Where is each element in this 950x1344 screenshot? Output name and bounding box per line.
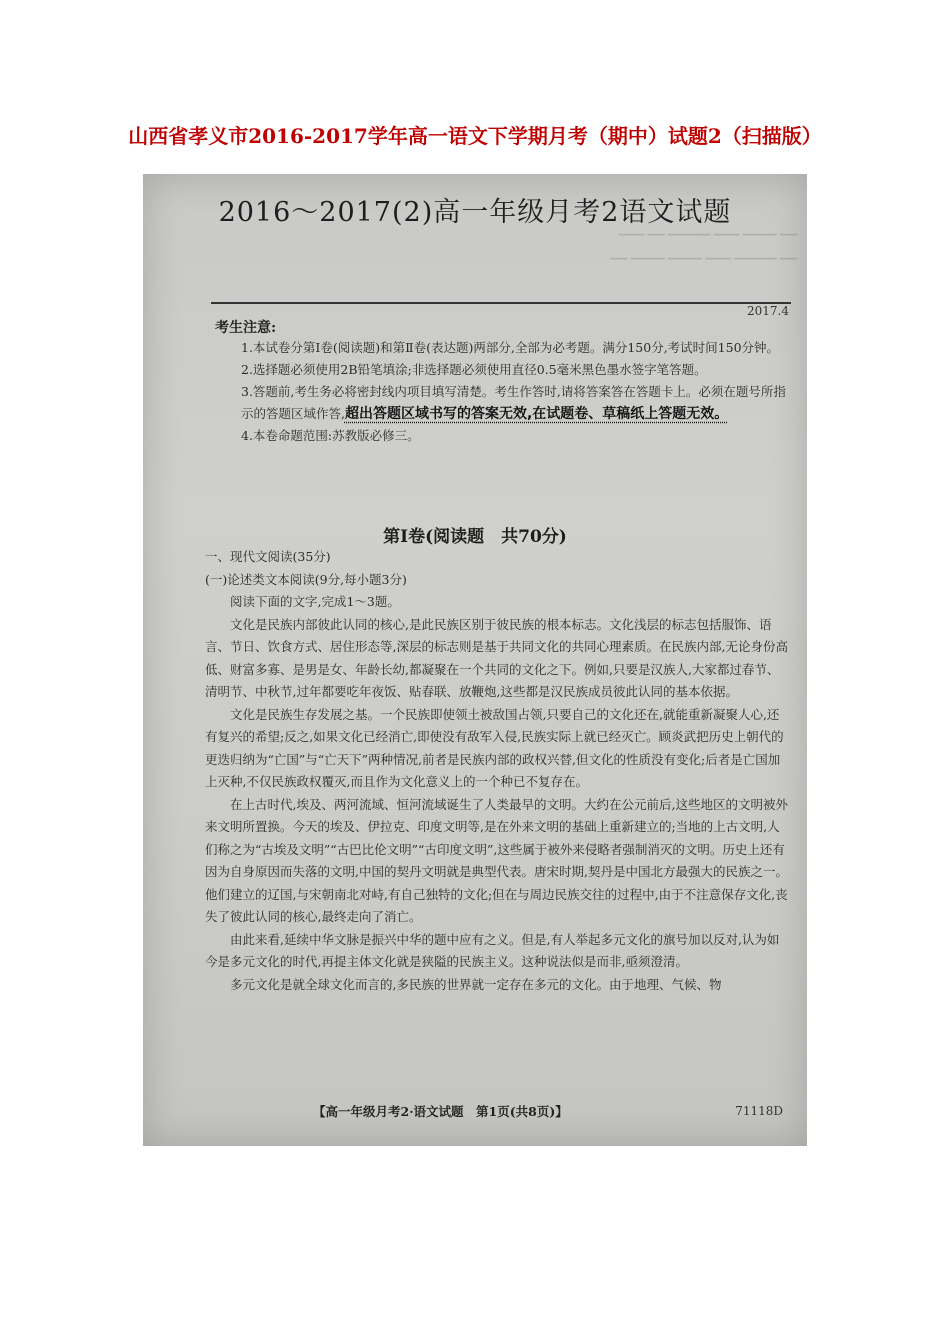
bleed-through-text: ▔▔▔ ▔▔ ▔▔▔▔▔ ▔▔▔ ▔▔▔▔ ▔▔ bbox=[618, 234, 797, 247]
reading-passage bbox=[205, 546, 791, 996]
passage-paragraph: 由此来看,延续中华文脉是振兴中华的题中应有之义。但是,有人举起多元文化的旗号加以反对,认为如今是多元文化的时代,再提主体文化就是狭隘的民族主义。这种说法似是而非,亟须澄清。 bbox=[205, 931, 780, 969]
section-title: 第Ⅰ卷(阅读题 共70分) bbox=[383, 527, 567, 547]
passage-paragraph: 文化是民族内部彼此认同的核心,是此民族区别于彼民族的根本标志。文化浅层的标志包括服饰、语言、节日、饮食方式、居住形态等,深层的标志则是基于共同文化的共同心理素质。在民族内部,无论身份高低、财富多寡、是男是女、年龄长幼,都凝聚在一个共同的文化之下。例如,只要是汉族人,大家都过春节、清明节、中秋节,过年都要吃年夜饭、贴春联、放鞭炮,这些都是汉民族成员彼此认同的基本依据。 bbox=[205, 616, 788, 699]
header-rule bbox=[211, 302, 791, 304]
passage-paragraph: 在上古时代,埃及、两河流域、恒河流域诞生了人类最早的文明。大约在公元前后,这些地区的文明被外来文明所置换。今天的埃及、伊拉克、印度文明等,是在外来文明的基础上重新建立的;当地的上古文明,人们称之为“古埃及文明”“古巴比伦文明”“古印度文明”,这些属于被外来侵略者强制消灭的文明。历史上还有因为自身原因而失落的文明,中国的契丹文明就是典型代表。唐宋时期,契丹是中国北方最强大的民族之一。他们建立的辽国,与宋朝南北对峙,有自己独特的文化;但在与周边民族交往的过程中,由于不注意保存文化,丧失了彼此认同的核心,最终走向了消亡。 bbox=[205, 796, 788, 924]
notice-item: 4.本卷命题范围:苏教版必修三。 bbox=[241, 428, 420, 443]
notice-item: 1.本试卷分第Ⅰ卷(阅读题)和第Ⅱ卷(表达题)两部分,全部为必考题。满分150分,考试时间150分钟。 bbox=[241, 340, 780, 355]
notice-heading: 考生注意: bbox=[215, 320, 277, 336]
exam-title: 2016～2017(2)高一年级月考2语文试题 bbox=[218, 197, 732, 228]
scanned-page bbox=[143, 174, 807, 1146]
notice-item bbox=[241, 381, 786, 425]
bleed-through-text: ▔▔ ▔▔▔▔ ▔▔▔▔ ▔▔▔ ▔▔▔▔▔ ▔▔ bbox=[610, 258, 797, 271]
instruction: 阅读下面的文字,完成1～3题。 bbox=[230, 594, 400, 609]
sub-heading: (一)论述类文本阅读(9分,每小题3分) bbox=[205, 571, 407, 587]
paper-code: 71118D bbox=[735, 1104, 783, 1118]
notice-item: 2.选择题必须使用2B铅笔填涂;非选择题必须使用直径0.5毫米黑色墨水签字笔答题。 bbox=[241, 362, 707, 377]
notice-list bbox=[241, 337, 786, 447]
exam-date: 2017.4 bbox=[747, 304, 789, 318]
page-footer: 【高一年级月考2·语文试题 第1页(共8页)】 bbox=[313, 1104, 568, 1119]
passage-paragraph: 多元文化是就全球文化而言的,多民族的世界就一定存在多元的文化。由于地理、气候、物 bbox=[230, 976, 722, 992]
notice-emphasis: 超出答题区域书写的答案无效,在试题卷、草稿纸上答题无效。 bbox=[344, 406, 729, 422]
passage-paragraph: 文化是民族生存发展之基。一个民族即使领土被敌国占领,只要自己的文化还在,就能重新凝聚人心,还有复兴的希望;反之,如果文化已经消亡,即使没有敌军入侵,民族实际上就已经灭亡。顾炎武把历史上朝代的更迭归纳为“亡国”与“亡天下”两种情况,前者是民族内部的政权兴替,但文化的性质没有变化;后者是亡国加上灭种,不仅民族政权覆灭,而且作为文化意义上的一个种已不复存在。 bbox=[205, 706, 784, 789]
part-heading: 一、现代文阅读(35分) bbox=[205, 549, 331, 564]
document-title: 山西省孝义市2016-2017学年高一语文下学期月考（期中）试题2（扫描版） bbox=[128, 124, 822, 148]
notice-item-text: 3.答题前,考生务必将密封线内项目填写清楚。考生作答时,请将答案答在答题卡上。必须在题号所指示的答题区域作答, bbox=[241, 384, 786, 421]
